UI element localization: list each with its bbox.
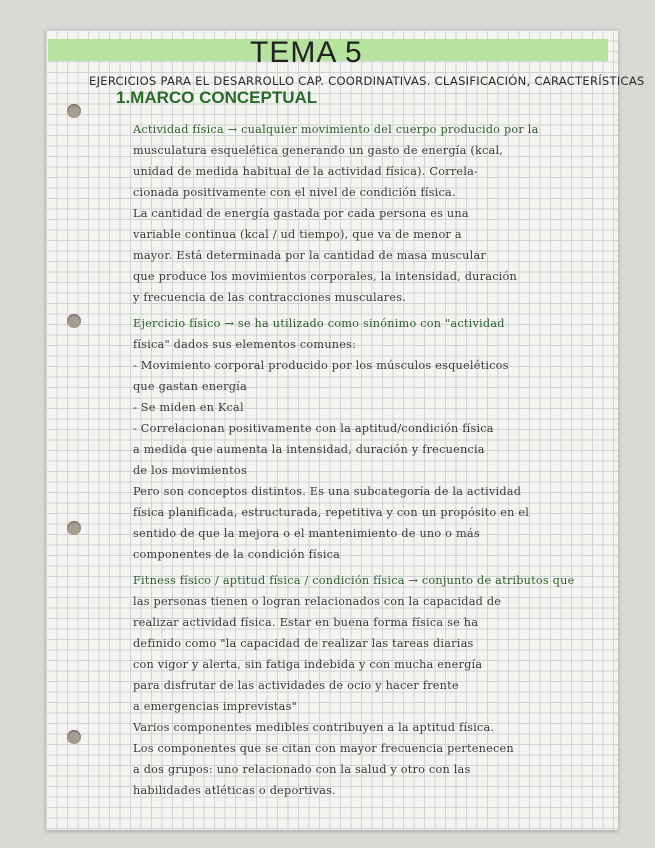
note-line: Ejercicio físico → se ha utilizado como sinónimo con "actividad — [133, 317, 505, 330]
note-line: realizar actividad física. Estar en buena forma física se ha — [133, 616, 479, 629]
note-line: para disfrutar de las actividades de ocio y hacer frente — [133, 679, 459, 692]
note-line: habilidades atléticas o deportivas. — [133, 784, 336, 797]
note-line: a medida que aumenta la intensidad, duración y frecuencia — [133, 443, 485, 456]
note-line: - Se miden en Kcal — [133, 401, 244, 414]
page-subtitle: EJERCICIOS PARA EL DESARROLLO CAP. COORDINATIVAS. CLASIFICACIÓN, CARACTERÍSTICAS — [89, 74, 645, 88]
note-line: Los componentes que se citan con mayor frecuencia pertenecen — [133, 742, 514, 755]
note-line: sentido de que la mejora o el mantenimiento de uno o más — [133, 527, 480, 540]
binder-hole — [67, 730, 81, 744]
note-line: definido como "la capacidad de realizar las tareas diarias — [133, 637, 474, 650]
note-line: musculatura esquelética generando un gasto de energía (kcal, — [133, 144, 504, 157]
note-line: que gastan energía — [133, 380, 247, 393]
note-line: componentes de la condición física — [133, 548, 341, 561]
page-title: TEMA 5 — [250, 36, 363, 69]
binder-hole — [67, 314, 81, 328]
binder-hole — [67, 104, 81, 118]
note-line: unidad de medida habitual de la actividad física). Correla- — [133, 165, 479, 178]
note-line: variable continua (kcal / ud tiempo), que va de menor a — [133, 228, 462, 241]
note-line: cionada positivamente con el nivel de condición física. — [133, 186, 456, 199]
note-line: - Movimiento corporal producido por los músculos esqueléticos — [133, 359, 509, 372]
note-line: a emergencias imprevistas" — [133, 700, 297, 713]
note-line: La cantidad de energía gastada por cada persona es una — [133, 207, 469, 220]
note-line: Fitness físico / aptitud física / condición física → conjunto de atributos que — [133, 574, 575, 587]
note-line: y frecuencia de las contracciones musculares. — [133, 291, 407, 304]
note-line: - Correlacionan positivamente con la aptitud/condición física — [133, 422, 494, 435]
note-line: con vigor y alerta, sin fatiga indebida y con mucha energía — [133, 658, 483, 671]
note-line: física planificada, estructurada, repetitiva y con un propósito en el — [133, 506, 530, 519]
section-heading: 1.MARCO CONCEPTUAL — [116, 88, 318, 107]
note-line: que produce los movimientos corporales, la intensidad, duración — [133, 270, 518, 283]
note-line: física" dados sus elementos comunes: — [133, 338, 357, 351]
note-line: de los movimientos — [133, 464, 247, 477]
note-line: las personas tienen o logran relacionados con la capacidad de — [133, 595, 502, 608]
note-line: Actividad física → cualquier movimiento del cuerpo producido por la — [133, 123, 539, 136]
note-line: Varios componentes medibles contribuyen a la aptitud física. — [133, 721, 495, 734]
note-line: a dos grupos: uno relacionado con la salud y otro con las — [133, 763, 471, 776]
note-line: mayor. Está determinada por la cantidad de masa muscular — [133, 249, 486, 262]
note-line: Pero son conceptos distintos. Es una subcategoría de la actividad — [133, 485, 522, 498]
binder-hole — [67, 521, 81, 535]
